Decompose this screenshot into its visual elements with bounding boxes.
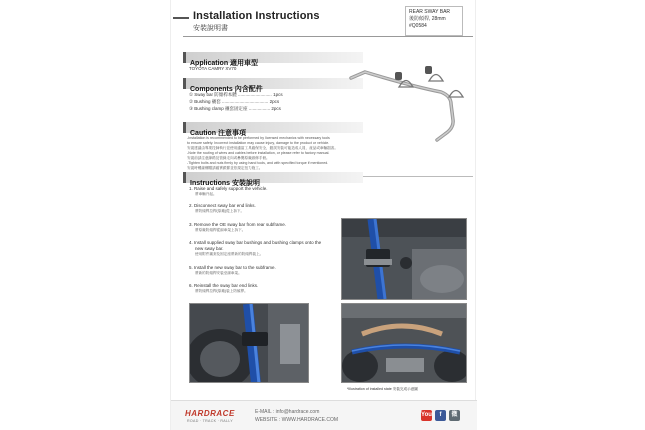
component-item: ② Bushing 襯套 ..................................... 2pcs (189, 99, 280, 104)
instruction-sheet (170, 0, 476, 430)
product-name-cn: 後防傾桿, 28mm (409, 16, 446, 22)
step-1-cn: 將車輛升起。 (195, 192, 217, 196)
header-rule (183, 36, 473, 37)
caution-line: -Tighten bolts and nuts firmly by using hand tools, and with specified torque if mentioned. (187, 161, 329, 165)
install-photo-2 (189, 303, 309, 383)
component-item: ① Sway bar 防傾桿本體 ........................... 1pcs (189, 92, 283, 97)
step-4-text: 4. Install supplied sway bar bushings and bushing clamps onto the (189, 240, 322, 245)
install-photo-3 (341, 303, 467, 383)
bushing-icon (395, 66, 432, 80)
illustration-caption: *Illustration of installed state 安裝完成示意圖 (347, 387, 418, 391)
caution-line: 安裝時螺絲螺帽請確實鎖緊並依規定扭力施工。 (187, 166, 263, 170)
product-code: #Q0584 (409, 23, 427, 29)
step-3-cn: 將原廠防傾桿從副車架上拆下。 (195, 228, 246, 232)
step-5-text: 5. Install the new sway bar to the subframe. (189, 265, 276, 270)
install-photo-1 (341, 218, 467, 300)
caution-line: -Installation is recommended to be performed by licensed mechanics with necessary tools (187, 136, 330, 140)
brand-tagline: ROAD · TRACK · RALLY (187, 419, 234, 423)
caution-line: 安裝前請注意線路及管線走向或參閱原廠維修手冊。 (187, 156, 270, 160)
application-vehicle: TOYOTA CAMRY XV70 (189, 66, 237, 71)
caution-line: -Note the routing of wires and cables before installation, or please refer to factory manual. (187, 151, 330, 155)
footer-email[interactable]: E-MAIL : info@hardrace.com (255, 409, 320, 415)
step-4-text-cont: new sway bar. (195, 246, 224, 251)
component-item: ③ Bushing clamp 襯套固定座 ................. 2pcs (189, 106, 281, 111)
brand-logo: HARDRACE (185, 409, 235, 418)
step-5-cn: 將新的防傾桿安裝至副車架。 (195, 271, 242, 275)
footer (171, 400, 477, 430)
product-name: REAR SWAY BAR (409, 9, 451, 15)
step-6-text: 6. Reinstall the sway bar end links. (189, 283, 259, 288)
page-title: Installation Instructions (193, 10, 320, 22)
youtube-icon[interactable]: You (421, 410, 432, 421)
caution-line: 安裝建議由專業技師執行並使用適當工具確保安全，錯誤安裝可能造成人員、產品或車輛損害。 (187, 146, 338, 150)
header-dash (173, 17, 189, 19)
step-1-text: 1. Raise and safely support the vehicle. (189, 186, 268, 191)
sway-bar-illustration (341, 60, 469, 152)
facebook-icon[interactable]: f (435, 410, 446, 421)
caution-line: to ensure safety. Incorrect installation may cause injury, damage to the product or vehicle. (187, 141, 330, 145)
step-2-cn: 將防傾桿拉桿(原廠)從上拆下。 (195, 209, 245, 213)
footer-website[interactable]: WEBSITE : WWW.HARDRACE.COM (255, 417, 339, 423)
product-info-box (405, 6, 463, 36)
components-heading: Components 內含配件 (183, 78, 363, 89)
application-heading: Application 適用車型 (183, 52, 363, 63)
step-3-text: 3. Remove the OE sway bar from rear subframe. (189, 222, 287, 227)
caution-heading: Caution 注意事項 (183, 122, 363, 133)
instructions-heading: Instructions 安裝說明 (183, 172, 363, 183)
page-title-cn: 安裝說明書 (193, 25, 228, 32)
step-4-cn: 使用附件襯套及固定座將新的防傾桿裝上。 (195, 252, 264, 256)
step-2-text: 2. Disconnect sway bar end links. (189, 203, 256, 208)
step-6-cn: 將防傾桿拉桿(原廠)裝上防傾桿。 (195, 289, 248, 293)
wechat-icon[interactable]: 微 (449, 410, 460, 421)
